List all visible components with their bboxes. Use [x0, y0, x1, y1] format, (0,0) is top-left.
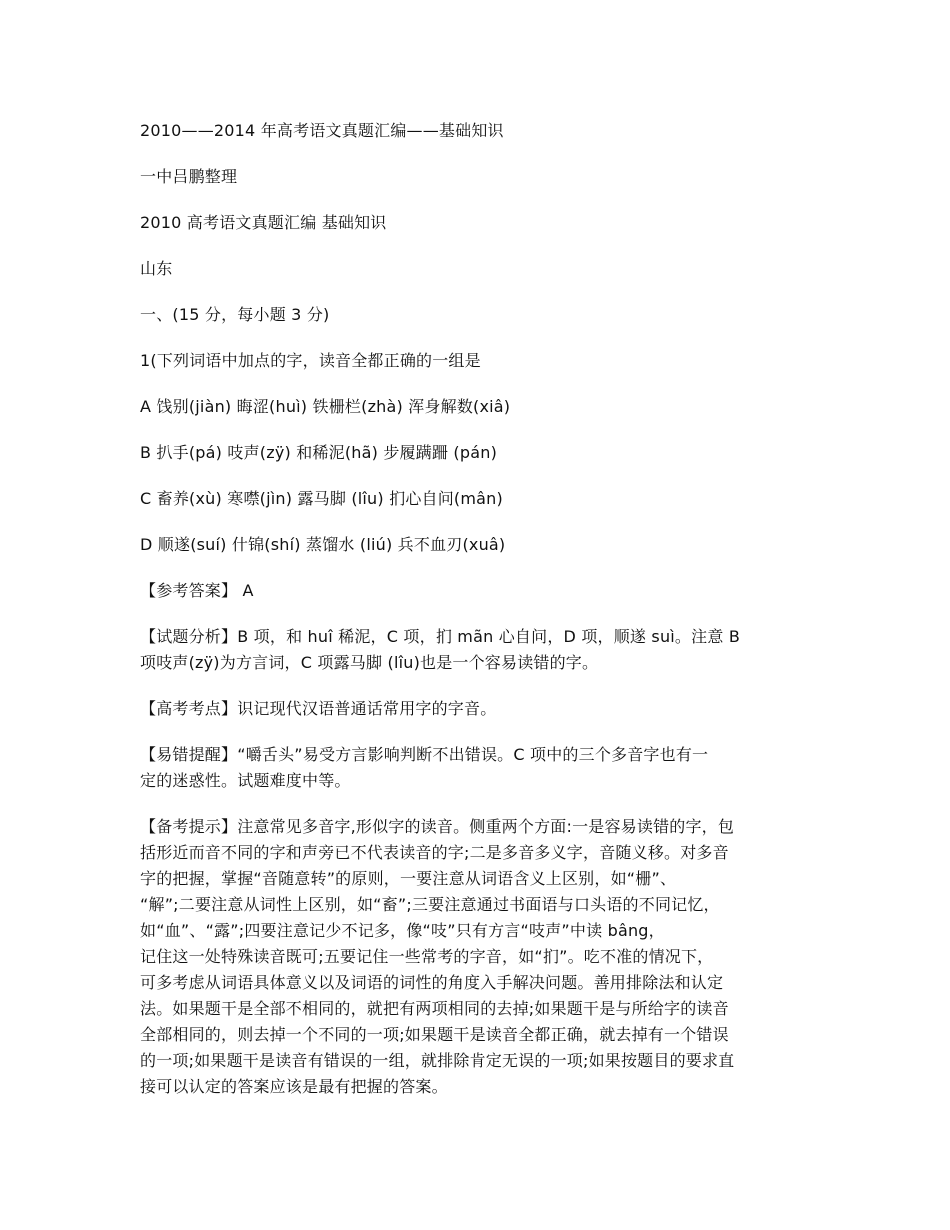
warning-paragraph — [140, 742, 830, 794]
analysis-paragraph — [140, 624, 830, 676]
tips-line: 记住这一处特殊读音既可;五要记住一些常考的字音，如“扪”。吃不准的情况下， — [140, 947, 714, 966]
reference-answer: 【参考答案】 A — [140, 581, 254, 600]
tips-line: 的一项;如果题干是读音有错误的一组，就排除肯定无误的一项;如果按题目的要求直 — [140, 1051, 735, 1070]
analysis-line: 【试题分析】B 项，和 huî 稀泥，C 项，扪 mãn 心自问，D 项，顺遂 suì。注意 B — [140, 627, 740, 646]
warning-line: 【易错提醒】“嚼舌头”易受方言影响判断不出错误。C 项中的三个多音字也有一 — [140, 745, 709, 764]
tips-paragraph — [140, 814, 830, 1100]
tips-line: “解”;二要注意从词性上区别，如“畜”;三要注意通过书面语与口头语的不同记忆， — [140, 895, 720, 914]
exam-point: 【高考考点】识记现代汉语普通话常用字的字音。 — [140, 699, 497, 718]
tips-line: 字的把握，掌握“音随意转”的原则，一要注意从词语含义上区别，如“栅”、 — [140, 869, 677, 888]
region-label: 山东 — [140, 259, 173, 278]
document-title: 2010——2014 年高考语文真题汇编——基础知识 — [140, 121, 504, 140]
option-b: B 扒手(pá) 吱声(zÿ) 和稀泥(hã) 步履蹒跚 (pán) — [140, 443, 498, 462]
option-d: D 顺遂(suí) 什锦(shí) 蒸馏水 (liú) 兵不血刃(xuâ) — [140, 535, 506, 554]
document-body — [140, 118, 830, 1120]
analysis-line: 项吱声(zÿ)为方言词，C 项露马脚 (lîu)也是一个容易读错的字。 — [140, 653, 599, 672]
tips-line: 全部相同的，则去掉一个不同的一项;如果题干是读音全都正确，就去掉有一个错误 — [140, 1025, 729, 1044]
warning-line: 定的迷惑性。试题难度中等。 — [140, 771, 351, 790]
tips-line: 法。如果题干是全部不相同的，就把有两项相同的去掉;如果题干是与所给字的读音 — [140, 999, 729, 1018]
option-c: C 畜养(xù) 寒噤(jìn) 露马脚 (lîu) 扪心自问(mân) — [140, 489, 503, 508]
subtitle-line: 2010 高考语文真题汇编 基础知识 — [140, 213, 387, 232]
tips-line: 括形近而音不同的字和声旁已不代表读音的字;二是多音多义字，音随义移。对多音 — [140, 843, 729, 862]
option-a: A 饯别(jiàn) 晦涩(huì) 铁栅栏(zhà) 浑身解数(xiâ) — [140, 397, 511, 416]
question-stem: 1(下列词语中加点的字，读音全都正确的一组是 — [140, 351, 481, 370]
compiler-line: 一中吕鹏整理 — [140, 167, 238, 186]
tips-line: 如“血”、“露”;四要注意记少不记多，像“吱”只有方言“吱声”中读 bâng， — [140, 921, 665, 940]
tips-line: 接可以认定的答案应该是最有把握的答案。 — [140, 1077, 448, 1096]
tips-line: 可多考虑从词语具体意义以及词语的词性的角度入手解决问题。善用排除法和认定 — [140, 973, 724, 992]
tips-line: 【备考提示】注意常见多音字,形似字的读音。侧重两个方面:一是容易读错的字，包 — [140, 817, 735, 836]
section-heading: 一、(15 分，每小题 3 分) — [140, 305, 330, 324]
